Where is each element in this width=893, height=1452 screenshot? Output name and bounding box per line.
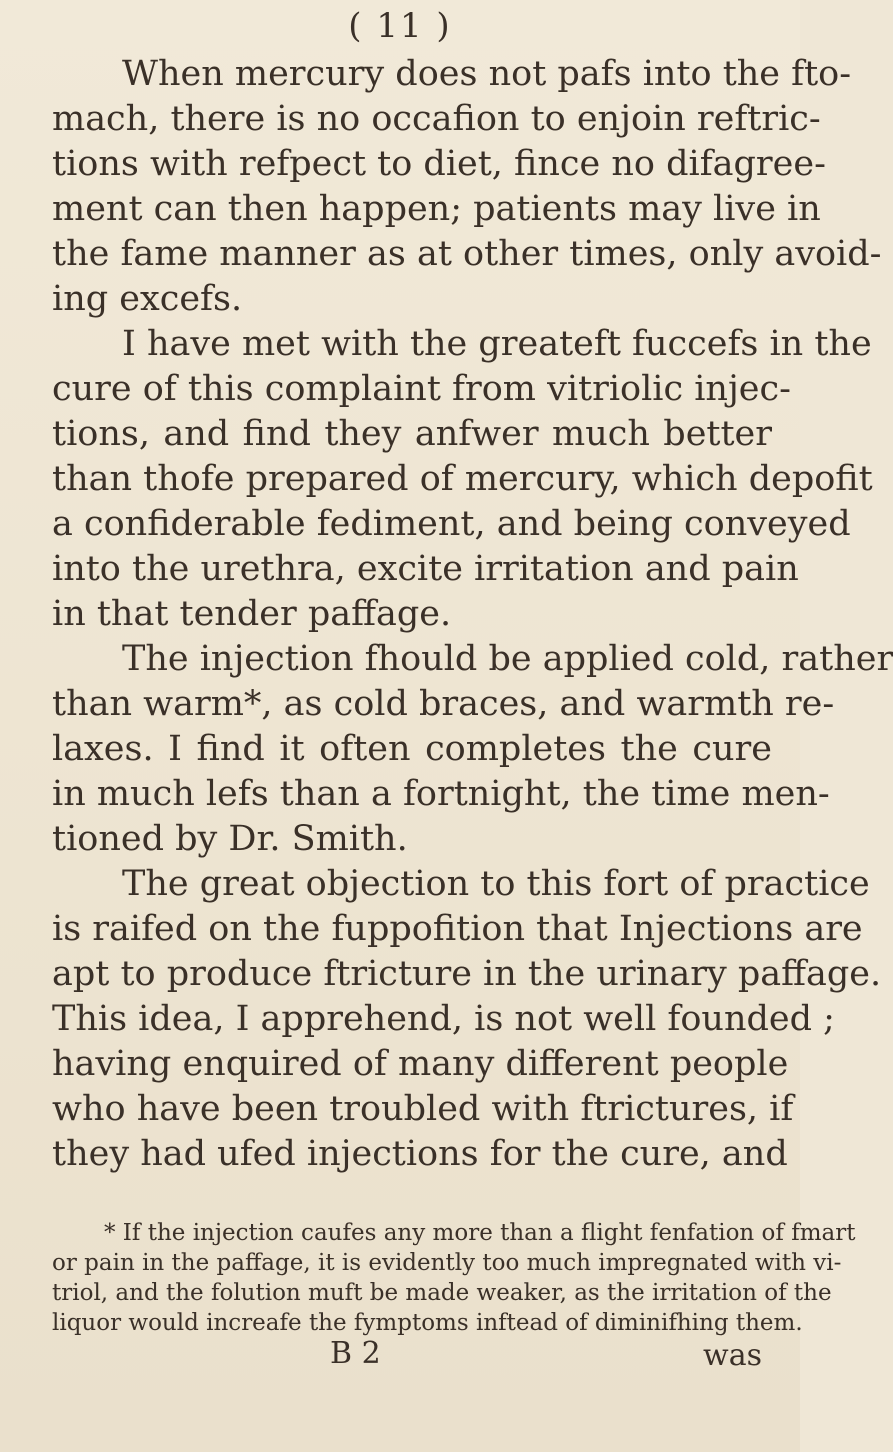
text-line: The injection fhould be applied cold, rather xyxy=(122,639,893,679)
text-line: ing excefs. xyxy=(52,279,243,319)
text-line: mach, there is no occafion to enjoin reftric- xyxy=(52,99,821,139)
text-line: The great objection to this fort of practice xyxy=(122,864,870,904)
text-line: is raifed on the fuppofition that Injections are xyxy=(52,909,863,949)
text-line: I have met with the greateft fuccefs in the xyxy=(122,324,872,364)
text-line: having enquired of many different people xyxy=(52,1044,789,1084)
footnote-line: * If the injection caufes any more than a flight fenfation of fmart xyxy=(104,1220,856,1246)
text-line: laxes. I find it often completes the cure xyxy=(52,729,772,769)
text-line: cure of this complaint from vitriolic injec- xyxy=(52,369,791,409)
text-line: they had ufed injections for the cure, and xyxy=(52,1134,788,1174)
text-line: in much lefs than a fortnight, the time men- xyxy=(52,774,830,814)
footnote-line: liquor would increafe the fymptoms inftead of diminifhing them. xyxy=(52,1310,803,1336)
text-line: This idea, I apprehend, is not well founded ; xyxy=(52,999,835,1039)
text-line: tions with refpect to diet, fince no difagree- xyxy=(52,144,826,184)
text-line: a confiderable fediment, and being conveyed xyxy=(52,504,851,544)
catchword: was xyxy=(703,1338,762,1373)
signature-mark: B 2 xyxy=(330,1336,381,1371)
footnote xyxy=(52,1218,856,1338)
text-line: apt to produce ftricture in the urinary paffage. xyxy=(52,954,882,994)
text-line: the fame manner as at other times, only avoid- xyxy=(52,234,882,274)
text-line: tions, and find they anfwer much better xyxy=(52,414,772,454)
text-line: ment can then happen; patients may live in xyxy=(52,189,821,229)
footnote-line: triol, and the folution muft be made weaker, as the irritation of the xyxy=(52,1280,832,1306)
footnote-line: or pain in the paffage, it is evidently too much impregnated with vi- xyxy=(52,1250,842,1276)
text-line: in that tender paffage. xyxy=(52,594,452,634)
text-line: into the urethra, excite irritation and pain xyxy=(52,549,799,589)
text-line: than thofe prepared of mercury, which depofit xyxy=(52,459,873,499)
page-number: ( 11 ) xyxy=(348,6,452,46)
body-text xyxy=(52,52,893,1177)
text-line: who have been troubled with ftrictures, if xyxy=(52,1089,794,1129)
text-line: tioned by Dr. Smith. xyxy=(52,819,408,859)
text-line: When mercury does not pafs into the fto- xyxy=(122,54,852,94)
text-line: than warm*, as cold braces, and warmth re- xyxy=(52,684,835,724)
